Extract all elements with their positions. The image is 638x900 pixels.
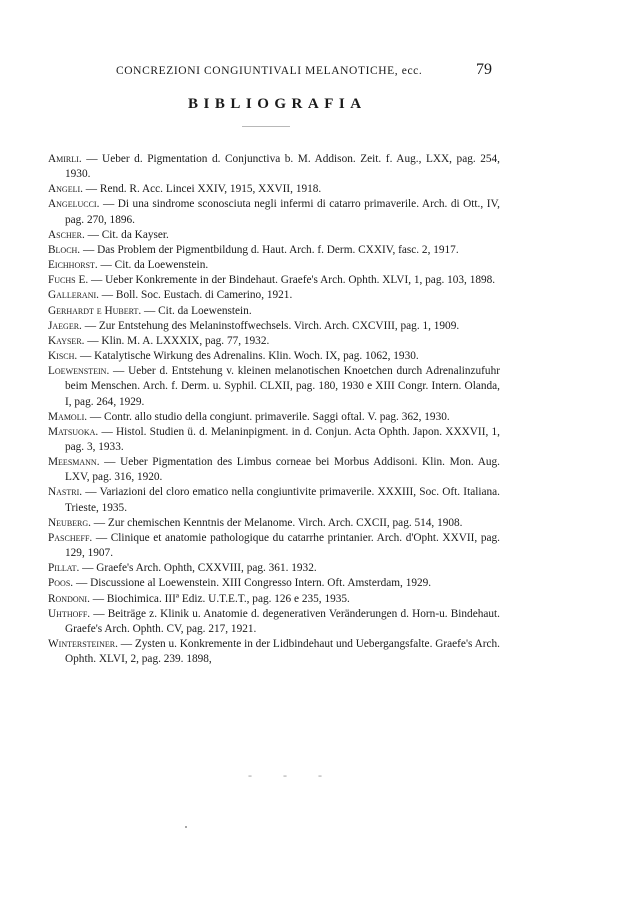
entry-author: Jaeger. — [48, 319, 82, 332]
entry-text: — Zur chemischen Kenntnis der Melanome. Virch. Arch. CXCII, pag. 514, 1908. — [90, 516, 463, 529]
entry-text: — Cit. da Kayser. — [84, 228, 169, 241]
bibliography-entry — [48, 531, 500, 561]
bibliography-entry — [48, 258, 500, 273]
bibliography-entry — [48, 197, 500, 227]
entry-text: — Discussione al Loewenstein. XIII Congresso Intern. Oft. Amsterdam, 1929. — [73, 577, 432, 590]
entry-text: — Graefe's Arch. Ophth, CXXVIII, pag. 361. 1932. — [79, 562, 317, 575]
bibliography-entry — [48, 304, 500, 319]
footer-ornament: - - - — [248, 768, 336, 782]
title-rule — [242, 126, 290, 127]
bibliography-entry — [48, 607, 500, 637]
entry-author: Uhthoff. — [48, 607, 91, 620]
entry-author: Rondoni. — [48, 592, 90, 605]
entry-text: — Das Problem der Pigmentbildung d. Haut. Arch. f. Derm. CXXIV, fasc. 2, 1917. — [80, 243, 459, 256]
entry-author: Eichhorst. — [48, 259, 98, 272]
entry-author: Pascheff. — [48, 531, 93, 544]
page-speck — [185, 826, 187, 828]
bibliography-entry — [48, 182, 500, 197]
bibliography-entry — [48, 455, 500, 485]
bibliography-entry — [48, 243, 500, 258]
bibliography-entry — [48, 334, 500, 349]
bibliography-entry — [48, 561, 500, 576]
bibliography-entry — [48, 319, 500, 334]
entry-text: — Ueber d. Pigmentation d. Conjunctiva b. M. Addison. Zeit. f. Aug., LXX, pag. 254, 1930. — [65, 153, 500, 181]
bibliography-entry — [48, 152, 500, 182]
entry-author: Loewenstein. — [48, 365, 110, 378]
entry-author: Neuberg. — [48, 516, 91, 529]
entry-author: Ascher. — [48, 228, 85, 241]
entry-text: — Ueber d. Entstehung v. kleinen melanotischen Knoetchen durch Adrenalinzufuhr beim Menschen. Arch. f. Derm. u. Syphil. CLXII, pag. 180, 1930 e XIII Congr. Intern. Olanda, I, pag. 264, 1929. — [65, 365, 500, 408]
bibliography-entry — [48, 485, 500, 515]
entry-text: — Zysten u. Konkremente in der Lidbindehaut und Uebergangsfalte. Graefe's Arch. Ophth. XLVI, 2, pag. 239. 1898, — [65, 638, 500, 666]
bibliography-list — [48, 152, 500, 667]
entry-text: — Ueber Pigmentation des Limbus corneae bei Morbus Addisoni. Klin. Mon. Aug. LXV, pag. 316, 1920. — [65, 456, 500, 484]
entry-text: — Katalytische Wirkung des Adrenalins. Klin. Woch. IX, pag. 1062, 1930. — [77, 350, 419, 363]
entry-text: — Biochimica. IIIª Ediz. U.T.E.T., pag. 126 e 235, 1935. — [89, 592, 350, 605]
entry-text: — Beiträge z. Klinik u. Anatomie d. degenerativen Veränderungen d. Horn-u. Bindehaut. Graefe's Arch. Ophth. CV, pag. 217, 1921. — [65, 607, 500, 635]
entry-author: Angelucci. — [48, 198, 100, 211]
bibliography-entry — [48, 364, 500, 409]
bibliography-entry — [48, 410, 500, 425]
entry-text: — Ueber Konkremente in der Bindehaut. Graefe's Arch. Ophth. XLVI, 1, pag. 103, 1898. — [88, 274, 496, 287]
bibliography-entry — [48, 425, 500, 455]
entry-author: Mamoli. — [48, 410, 88, 423]
entry-author: Matsuoka. — [48, 425, 99, 438]
bibliography-entry — [48, 288, 500, 303]
entry-author: Angeli. — [48, 183, 83, 196]
entry-text: — Contr. allo studio della congiunt. primaverile. Saggi oftal. V. pag. 362, 1930. — [87, 410, 450, 423]
running-head: CONCREZIONI CONGIUNTIVALI MELANOTICHE, ecc. — [116, 65, 423, 77]
entry-text: — Cit. da Loewenstein. — [141, 304, 252, 317]
bibliography-entry — [48, 592, 500, 607]
bibliography-entry — [48, 637, 500, 667]
entry-author: Bloch. — [48, 243, 81, 256]
page-number: 79 — [476, 61, 492, 78]
entry-text: — Di una sindrome sconosciuta negli infermi di catarro primaverile. Arch. di Ott., IV, pag. 270, 1896. — [65, 198, 500, 226]
entry-author: Pillat. — [48, 562, 80, 575]
entry-author: Nastri. — [48, 486, 83, 499]
entry-text: — Boll. Soc. Eustach. di Camerino, 1921. — [98, 289, 293, 302]
entry-text: — Clinique et anatomie pathologique du catarrhe printanier. Arch. d'Opht. XXVII, pag. 129, 1907. — [65, 531, 500, 560]
bibliography-entry — [48, 273, 500, 288]
entry-author: Wintersteiner. — [48, 638, 118, 650]
entry-author: Kisch. — [48, 350, 78, 363]
entry-text: — Cit. da Loewenstein. — [97, 259, 209, 272]
bibliography-entry — [48, 576, 500, 591]
section-title: BIBLIOGRAFIA — [188, 96, 367, 112]
entry-text: — Zur Entstehung des Melaninstoffwechsels. Virch. Arch. CXCVIII, pag. 1, 1909. — [81, 319, 460, 332]
entry-text: — Klin. M. A. LXXXIX, pag. 77, 1932. — [84, 334, 270, 347]
entry-author: Gallerani. — [48, 289, 99, 302]
entry-author: Fuchs E. — [48, 274, 89, 287]
entry-author: Kayser. — [48, 334, 85, 347]
entry-author: Meesmann. — [48, 456, 100, 469]
bibliography-entry — [48, 516, 500, 531]
entry-author: Amirli. — [48, 153, 82, 165]
entry-author: Poos. — [48, 577, 74, 590]
entry-text: — Rend. R. Acc. Lincei XXIV, 1915, XXVII, 1918. — [82, 183, 322, 196]
bibliography-entry — [48, 228, 500, 243]
entry-text: — Histol. Studien ü. d. Melaninpigment. in d. Conjun. Acta Ophth. Japon. XXXVII, 1, pag. 3, 1933. — [65, 425, 500, 453]
entry-author: Gerhardt e Hubert. — [48, 304, 142, 317]
bibliography-entry — [48, 349, 500, 364]
entry-text: — Variazioni del cloro ematico nella congiuntivite primaverile. XXXIII, Soc. Oft. Italiana. Trieste, 1935. — [65, 486, 500, 514]
